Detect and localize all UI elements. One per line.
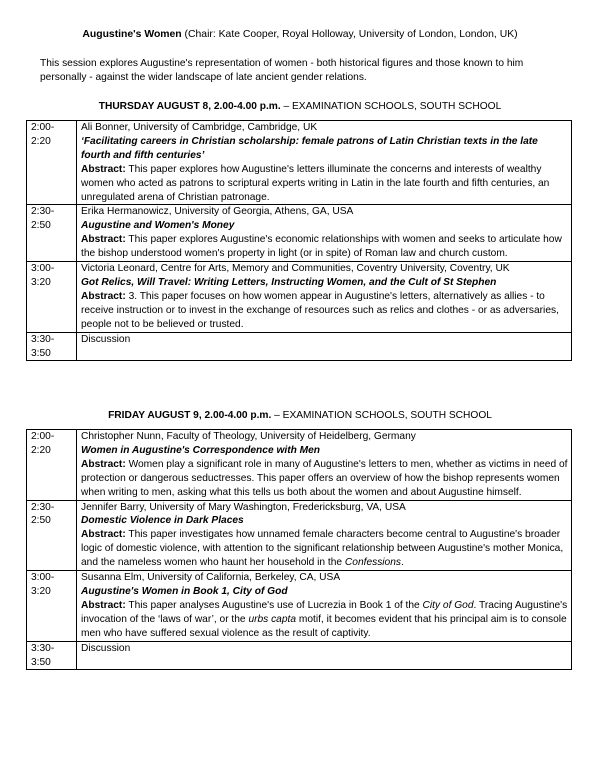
slot-details xyxy=(77,430,572,501)
abstract-text: This paper analyses Augustine's use of Lucrezia in Book 1 of the xyxy=(125,599,423,611)
slot-time: 2:30- 2:50 xyxy=(27,500,77,571)
slot-time: 3:00- 3:20 xyxy=(27,262,77,333)
paper-title: Domestic Violence in Dark Places xyxy=(81,515,244,527)
slot-time: 2:00- 2:20 xyxy=(27,430,77,501)
speaker: Erika Hermanowicz, University of Georgia, Athens, GA, USA xyxy=(81,206,354,218)
schedule-table-thursday xyxy=(26,120,572,361)
table-row xyxy=(27,571,572,642)
day-date-time: FRIDAY AUGUST 9, 2.00-4.00 p.m. xyxy=(108,410,272,421)
day-venue: – EXAMINATION SCHOOLS, SOUTH SCHOOL xyxy=(280,101,502,112)
session-intro: This session explores Augustine's representation of women - both historical figures and those known to him personally - against the wider landscape of late ancient gender relations. xyxy=(40,58,524,83)
table-row xyxy=(27,205,572,262)
session-chair: (Chair: Kate Cooper, Royal Holloway, University of London, London, UK) xyxy=(181,29,518,40)
session-title: Augustine's Women xyxy=(82,29,182,40)
abstract-end: . xyxy=(400,557,404,569)
abstract-italic: Confessions xyxy=(344,557,401,569)
slot-details xyxy=(77,571,572,642)
paper-title: Got Relics, Will Travel: Writing Letters, Instructing Women, and the Cult of St Stephen xyxy=(81,276,497,288)
abstract-label: Abstract: xyxy=(81,458,126,470)
speaker: Jennifer Barry, University of Mary Washington, Fredericksburg, VA, USA xyxy=(81,501,406,513)
speaker: Ali Bonner, University of Cambridge, Cambridge, UK xyxy=(81,122,318,133)
slot-time: 2:30- 2:50 xyxy=(27,205,77,262)
schedule-table-friday xyxy=(26,429,572,670)
paper-title: Augustine's Women in Book 1, City of God xyxy=(81,585,288,597)
abstract-label: Abstract: xyxy=(81,290,126,302)
discussion-cell: Discussion xyxy=(77,332,572,361)
speaker: Victoria Leonard, Centre for Arts, Memory and Communities, Coventry University, Coventry, UK xyxy=(81,263,510,275)
table-row xyxy=(27,641,572,670)
table-row xyxy=(27,121,572,205)
abstract-text: This paper explores Augustine's economic relationships with women and seeks to articulate how the bishop understood women's property in light (or in spite) of Roman law and church custom. xyxy=(81,234,562,260)
speaker: Christopher Nunn, Faculty of Theology, University of Heidelberg, Germany xyxy=(81,431,416,442)
day-heading-friday xyxy=(0,409,600,422)
discussion-cell: Discussion xyxy=(77,641,572,670)
day-venue: – EXAMINATION SCHOOLS, SOUTH SCHOOL xyxy=(271,410,492,421)
table-row xyxy=(27,332,572,361)
slot-time: 3:00- 3:20 xyxy=(27,571,77,642)
slot-time: 3:30- 3:50 xyxy=(27,641,77,670)
abstract-italic-2: urbs capta xyxy=(248,613,297,625)
abstract-text: This paper explores how Augustine's letters illuminate the concerns and interests of wealthy women who acted as patrons to scriptural experts writing in Latin in the late fourth and fifth centuries, an unregulated arena of Christian patronage. xyxy=(81,163,550,203)
slot-details xyxy=(77,262,572,333)
slot-details xyxy=(77,121,572,205)
day-date-time: THURSDAY AUGUST 8, 2.00-4.00 p.m. xyxy=(98,101,281,112)
paper-title: Augustine and Women's Money xyxy=(81,220,235,232)
abstract-label: Abstract: xyxy=(81,599,126,611)
day-heading-thursday xyxy=(0,100,600,113)
abstract-text: Women play a significant role in many of Augustine's letters to men, whether as victims in need of protection or dangerous seductresses. This paper offers an overview of how the bishop represents women when writing to men, asking what this tells us both about the women and about Augustine himself. xyxy=(81,458,568,498)
paper-title: ‘Facilitating careers in Christian scholarship: female patrons of Latin Christian texts in the late fourth and fifth centuries’ xyxy=(81,135,538,161)
abstract-label: Abstract: xyxy=(81,234,126,246)
table-row xyxy=(27,500,572,571)
session-title-line xyxy=(0,28,600,41)
speaker: Susanna Elm, University of California, Berkeley, CA, USA xyxy=(81,572,341,584)
abstract-end: motif, it becomes evident that his principal aim is to console men who have suffered sexual violence as the result of captivity. xyxy=(81,613,567,639)
abstract-label: Abstract: xyxy=(81,529,126,541)
abstract-text: This paper investigates how unnamed female characters become central to Augustine's broader logic of domestic violence, with attention to the significant relationship between Augustine's mother Monica, and the nameless women who haunt her household in the xyxy=(81,529,564,569)
paper-title: Women in Augustine's Correspondence with Men xyxy=(81,444,321,456)
slot-time: 3:30- 3:50 xyxy=(27,332,77,361)
abstract-text: 3. This paper focuses on how women appear in Augustine's letters, alternatively as allies - to receive instruction or to invest in the exchange of resources such as relics and clothes - or as adversaries, people not to be believed or trusted. xyxy=(81,290,559,330)
slot-details xyxy=(77,500,572,571)
abstract-mid: . Tracing Augustine's invocation of the ‘laws of war’, or the xyxy=(81,599,568,625)
slot-details xyxy=(77,205,572,262)
abstract-italic: City of God xyxy=(422,599,474,611)
slot-time: 2:00- 2:20 xyxy=(27,121,77,205)
table-row xyxy=(27,430,572,501)
table-row xyxy=(27,262,572,333)
abstract-label: Abstract: xyxy=(81,163,126,175)
